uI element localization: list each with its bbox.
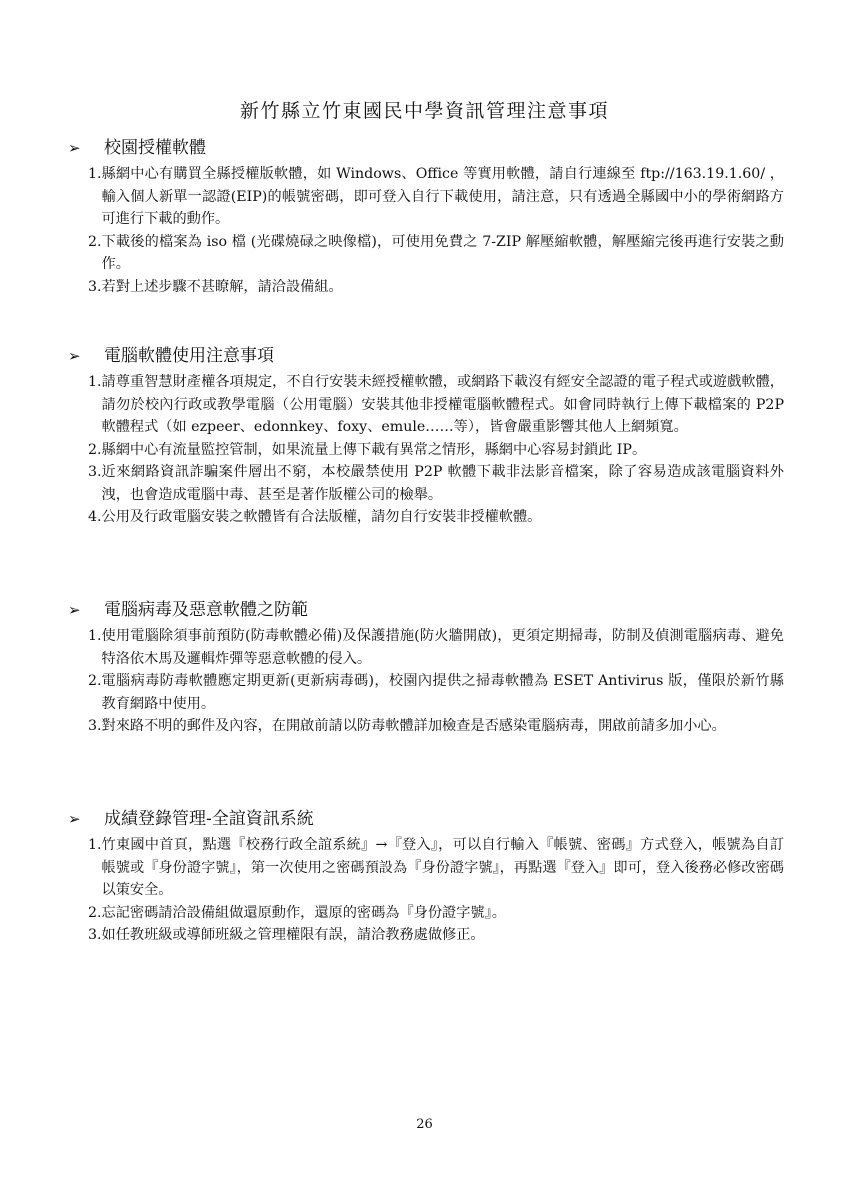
section-heading bbox=[68, 344, 274, 368]
arrow-bullet-icon: ➢ bbox=[68, 810, 81, 828]
section-heading-text: 電腦軟體使用注意事項 bbox=[104, 346, 274, 366]
item-number: 2. bbox=[88, 904, 102, 921]
item-text: 使用電腦除須事前預防(防毒軟體必備)及保護措施(防火牆開啟)，更須定期掃毒，防制及偵測電腦病毒、避免特洛依木馬及邏輯炸彈等惡意軟體的侵入。 bbox=[101, 628, 784, 667]
list-item bbox=[88, 231, 784, 276]
list-item bbox=[88, 439, 784, 462]
item-text: 請尊重智慧財產權各項規定，不自行安裝未經授權軟體，或網路下載沒有經安全認證的電子程式或遊戲軟體，請勿於校內行政或教學電腦（公用電腦）安裝其他非授權電腦軟體程式。如會同時執行上傳下載檔案的 P2P 軟體程式（如 ezpeer、edonnkey、foxy、emule……等），皆會嚴重影響其他人上網頻寬。 bbox=[101, 374, 784, 435]
list-item bbox=[88, 625, 784, 670]
item-number: 1. bbox=[88, 628, 102, 644]
item-text: 忘記密碼請洽設備組做還原動作，還原的密碼為『身份證字號』。 bbox=[101, 904, 506, 921]
section-heading bbox=[68, 807, 314, 831]
arrow-bullet-icon: ➢ bbox=[68, 139, 81, 157]
page-number: 26 bbox=[416, 1117, 433, 1132]
list-item bbox=[88, 276, 784, 299]
item-number: 1. bbox=[88, 837, 102, 853]
item-number: 2. bbox=[88, 441, 102, 458]
item-text: 竹東國中首頁，點選『校務行政全誼系統』→『登入』，可以自行輸入『帳號、密碼』方式登入，帳號為自訂帳號或『身份證字號』，第一次使用之密碼預設為『身份證字號』，再點選『登入』即可，登入後務必修改密碼以策安全。 bbox=[101, 837, 784, 898]
list-item bbox=[88, 506, 784, 529]
item-text: 如任教班級或導師班級之管理權限有誤，請洽教務處做修正。 bbox=[101, 927, 485, 943]
item-text: 近來網路資訊詐騙案件層出不窮，本校嚴禁使用 P2P 軟體下載非法影音檔案，除了容易造成該電腦資料外洩，也會造成電腦中毒、甚至是著作版權公司的檢舉。 bbox=[101, 464, 784, 503]
item-number: 2. bbox=[88, 233, 102, 250]
item-text: 縣網中心有購買全縣授權版軟體，如 Windows、Office 等實用軟體，請自行連線至 ftp://163.19.1.60/ ，輸入個人新單一認證(EIP)的帳號密碼，即可登入自行下載使用，請注意，只有透過全縣國中小的學術網路方可進行下載的動作。 bbox=[101, 166, 784, 227]
item-list bbox=[88, 625, 784, 738]
section-heading-text: 電腦病毒及惡意軟體之防範 bbox=[104, 600, 308, 620]
section-heading bbox=[68, 598, 308, 622]
item-number: 3. bbox=[88, 464, 102, 480]
list-item bbox=[88, 715, 784, 738]
item-number: 3. bbox=[88, 278, 102, 295]
item-number: 4. bbox=[88, 509, 102, 525]
arrow-bullet-icon: ➢ bbox=[68, 347, 81, 365]
item-text: 對來路不明的郵件及內容，在開啟前請以防毒軟體詳加檢查是否感染電腦病毒，開啟前請多加小心。 bbox=[101, 718, 726, 734]
item-list bbox=[88, 834, 784, 947]
item-number: 1. bbox=[88, 374, 102, 390]
item-text: 電腦病毒防毒軟體應定期更新(更新病毒碼)，校園內提供之掃毒軟體為 ESET Antivirus 版，僅限於新竹縣教育網路中使用。 bbox=[101, 673, 784, 712]
list-item bbox=[88, 371, 784, 439]
item-text: 公用及行政電腦安裝之軟體皆有合法版權，請勿自行安裝非授權軟體。 bbox=[101, 509, 542, 525]
item-text: 縣網中心有流量監控管制，如果流量上傳下載有異常之情形，縣網中心容易封鎖此 IP。 bbox=[101, 441, 647, 458]
item-text: 若對上述步驟不甚瞭解，請洽設備組。 bbox=[101, 278, 343, 295]
list-item bbox=[88, 924, 784, 947]
item-number: 3. bbox=[88, 927, 102, 943]
list-item bbox=[88, 670, 784, 715]
list-item bbox=[88, 461, 784, 506]
list-item bbox=[88, 834, 784, 902]
item-list bbox=[88, 371, 784, 529]
section-heading-text: 校園授權軟體 bbox=[104, 138, 206, 158]
section-heading bbox=[68, 136, 206, 160]
item-number: 3. bbox=[88, 718, 102, 734]
document-title: 新竹縣立竹東國民中學資訊管理注意事項 bbox=[239, 100, 609, 122]
arrow-bullet-icon: ➢ bbox=[68, 601, 81, 619]
list-item bbox=[88, 902, 784, 925]
item-text: 下載後的檔案為 iso 檔 (光碟燒碌之映像檔)，可使用免費之 7-ZIP 解壓縮軟體，解壓縮完後再進行安裝之動作。 bbox=[101, 233, 784, 272]
item-number: 2. bbox=[88, 673, 102, 689]
item-list bbox=[88, 163, 784, 298]
item-number: 1. bbox=[88, 166, 102, 182]
list-item bbox=[88, 163, 784, 231]
section-heading-text: 成績登錄管理-全誼資訊系統 bbox=[104, 809, 314, 829]
